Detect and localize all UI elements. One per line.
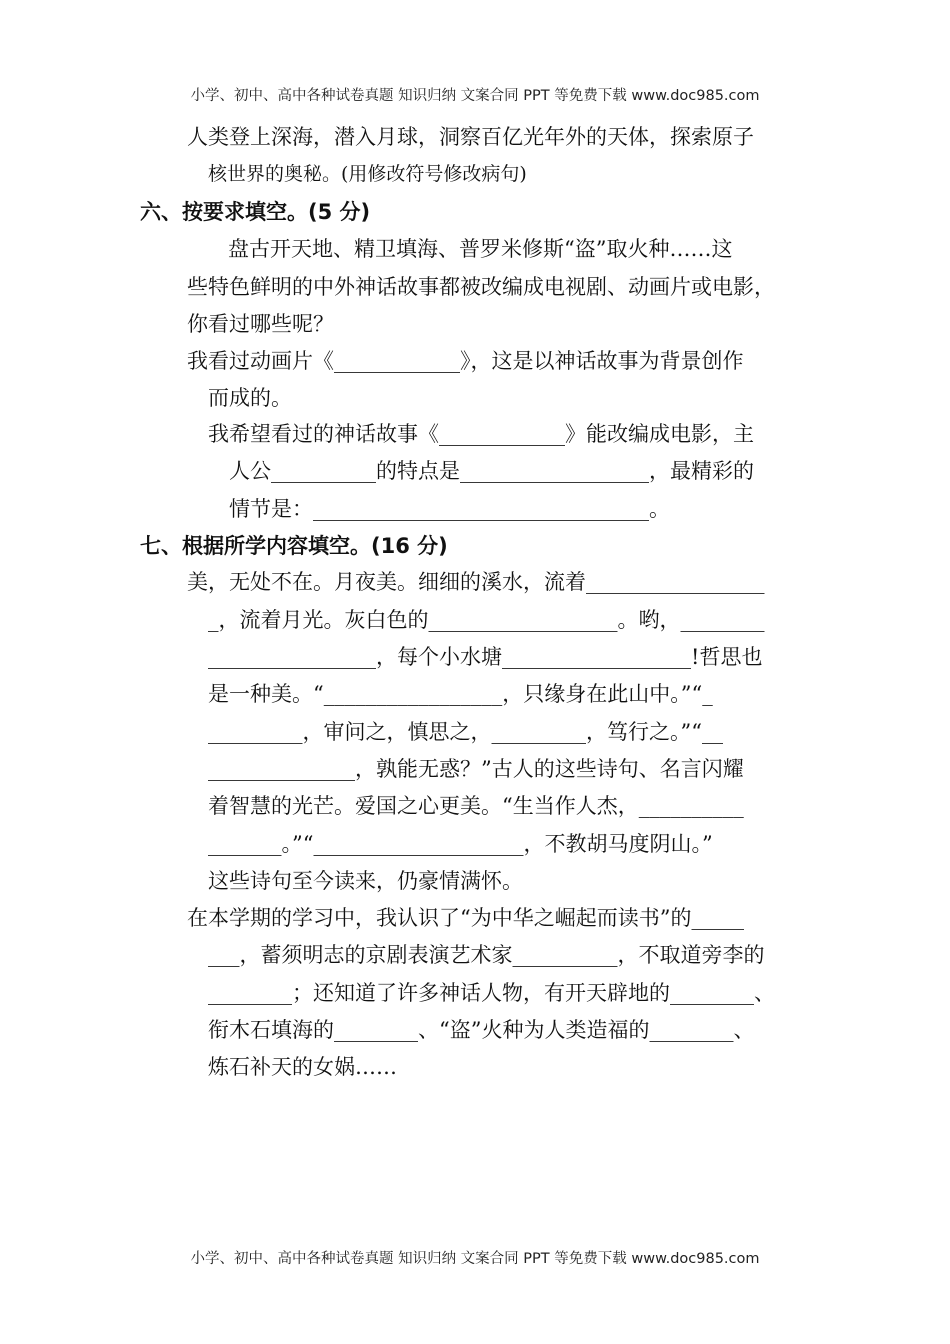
section-seven-heading: 七、根据所学内容填空。(16 分) xyxy=(140,534,448,558)
section-six-heading: 六、按要求填空。(5 分) xyxy=(140,200,371,224)
page-header: 小学、初中、高中各种试卷真题 知识归纳 文案合同 PPT 等免费下载 www.doc985.com xyxy=(190,88,760,104)
text-line: 美，无处不在。月夜美。细细的溪水，流着_________________ xyxy=(187,570,765,594)
text-line: 而成的。 xyxy=(208,386,292,410)
text-line: 人公__________的特点是__________________，最精彩的 xyxy=(229,459,754,483)
text-line: _________，审问之，慎思之，_________，笃行之。”“__ xyxy=(208,720,723,744)
text-line: 是一种美。“_________________，只缘身在此山中。”“_ xyxy=(208,682,713,706)
text-line: 我看过动画片《____________》，这是以神话故事为背景创作 xyxy=(187,349,744,373)
text-line: _______。”“____________________，不教胡马度阴山。” xyxy=(208,832,713,856)
text-line: 你看过哪些呢？ xyxy=(187,312,334,336)
text-line: 盘古开天地、精卫填海、普罗米修斯“盗”取火种……这 xyxy=(228,237,733,261)
text-line: ______________，孰能无惑？”古人的这些诗句、名言闪耀 xyxy=(208,757,744,781)
text-line: ___，蓄须明志的京剧表演艺术家__________，不取道旁李的 xyxy=(208,943,765,967)
text-line: ________________，每个小水塘__________________!哲思也 xyxy=(208,645,763,669)
text-line: 炼石补天的女娲…… xyxy=(208,1055,397,1079)
text-line: 在本学期的学习中，我认识了“为中华之崛起而读书”的_____ xyxy=(187,906,744,930)
text-line: 些特色鲜明的中外神话故事都被改编成电视剧、动画片或电影， xyxy=(187,275,775,299)
text-line: 情节是：________________________________。 xyxy=(229,497,670,521)
text-line: 衔木石填海的________、“盗”火种为人类造福的________、 xyxy=(208,1018,755,1042)
page-footer: 小学、初中、高中各种试卷真题 知识归纳 文案合同 PPT 等免费下载 www.doc985.com xyxy=(190,1251,760,1267)
text-line: ________；还知道了许多神话人物，有开天辟地的________、 xyxy=(208,981,775,1005)
text-line: 着智慧的光芒。爱国之心更美。“生当作人杰，__________ xyxy=(208,794,744,818)
text-line: 这些诗句至今读来，仍豪情满怀。 xyxy=(208,869,523,893)
text-line: _，流着月光。灰白色的__________________。哟，________ xyxy=(208,608,765,632)
text-line: 我希望看过的神话故事《____________》能改编成电影，主 xyxy=(208,422,754,446)
text-line: 核世界的奥秘。(用修改符号修改病句) xyxy=(208,163,527,185)
text-line: 人类登上深海，潜入月球，洞察百亿光年外的天体，探索原子 xyxy=(187,125,754,149)
